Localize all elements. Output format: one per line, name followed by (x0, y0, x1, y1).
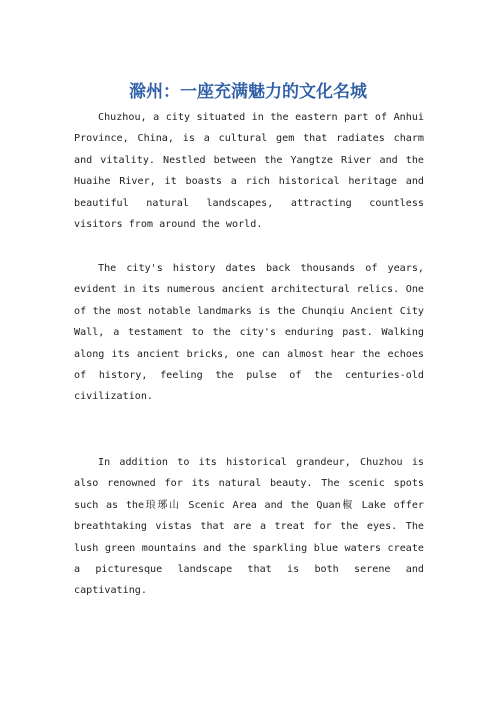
paragraph-3: In addition to its historical grandeur, Chuzhou is also renowned for its natural beauty. The scenic spots such as the琅琊山 Scenic Area and the Quan椒 Lake offer breathtaking vistas that are a treat for the eyes. The lush green mountains and the sparkling blue waters create a picturesque landscape that is both serene and captivating. (74, 457, 424, 597)
paragraph-1: Chuzhou, a city situated in the eastern part of Anhui Province, China, is a cultural gem that radiates charm and vitality. Nestled between the Yangtze River and the Huaihe River, it boasts a rich historical heritage and beautiful natural landscapes, attracting countless visitors from around the world. (74, 112, 424, 231)
document-title: 滁州：一座充满魅力的文化名城 (129, 82, 367, 102)
paragraph-2: The city's history dates back thousands of years, evident in its numerous ancient architectural relics. One of the most notable landmarks is the Chunqiu Ancient City Wall, a testament to the city's enduring past. Walking along its ancient bricks, one can almost hear the echoes of history, feeling the pulse of the centuries-old civilization. (74, 263, 424, 403)
